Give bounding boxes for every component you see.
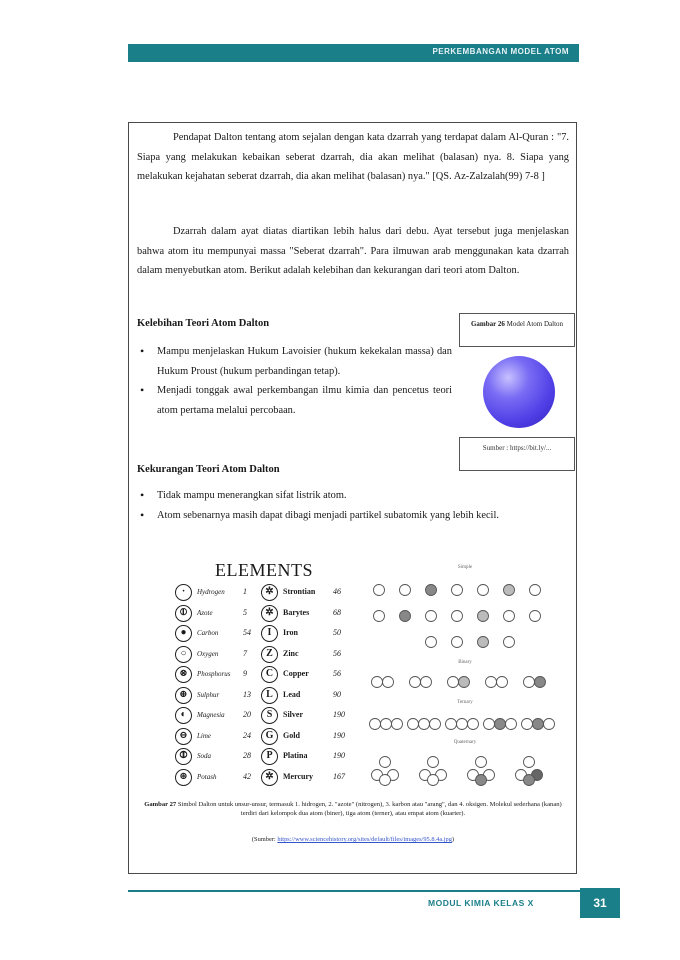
binary-atom — [497, 677, 508, 688]
ternary-atom — [457, 719, 468, 730]
ternary-atom — [392, 719, 403, 730]
element-symbol: ⊛ — [175, 769, 192, 786]
element-symbol: S — [261, 707, 278, 724]
paragraph-1-text: Pendapat Dalton tentang atom sejalan dengan kata dzarrah yang terdapat dalam Al-Quran : "7. Siapa yang melakukan kebaikan seberat dzarrah, dia akan melihat (balasan) nya. 8. Siapa yang melakukan kejahatan seberat dzarrah, dia akan melihat (balasan) nya." [QS. Az-Zalzalah(99) 7-8 ] — [137, 132, 569, 183]
kelebihan-list — [140, 342, 452, 420]
simple-atom — [530, 611, 541, 622]
paragraph-dzarrah-meaning — [137, 222, 569, 281]
element-symbol: ✲ — [261, 584, 278, 601]
element-row — [175, 769, 355, 787]
element-symbol: ◐ — [175, 707, 192, 724]
element-name: Carbon — [197, 629, 219, 637]
element-row — [175, 707, 355, 725]
figure-26-number: Gambar 26 — [470, 320, 505, 328]
element-weight: 7 — [243, 648, 247, 658]
element-weight: 1 — [243, 587, 247, 596]
list-item: • Atom sebenarnya masih dapat dibagi menjadi partikel subatomik yang lebih kecil. — [140, 506, 570, 526]
element-symbol: · — [175, 584, 192, 601]
kekurangan-heading: Kekurangan Teori Atom Dalton — [137, 464, 280, 475]
element-weight: 190 — [333, 751, 345, 760]
element-row — [175, 584, 355, 602]
element-weight: 90 — [333, 689, 341, 699]
source-label: (Sumber: — [251, 836, 276, 843]
elements-chart-title: ELEMENTS — [215, 560, 313, 580]
element-name: Platina — [283, 751, 308, 760]
ternary-atom — [495, 719, 506, 730]
element-name: Potash — [197, 772, 217, 781]
element-weight: 13 — [243, 689, 251, 699]
element-weight: 5 — [243, 607, 247, 617]
element-name: Gold — [283, 730, 300, 740]
element-row — [175, 748, 355, 766]
element-symbol: ⊖ — [175, 728, 192, 745]
element-name: Magnesia — [197, 711, 225, 719]
element-name: Zinc — [283, 648, 299, 658]
ternary-atom — [484, 719, 495, 730]
simple-atom — [452, 585, 463, 596]
ternary-atom — [544, 719, 555, 730]
element-row — [175, 605, 355, 623]
quaternary-atom — [524, 775, 535, 786]
element-weight: 42 — [243, 771, 251, 781]
quaternary-atom — [428, 775, 439, 786]
element-row — [175, 625, 355, 643]
element-symbol: ● — [175, 625, 192, 642]
quaternary-atom — [524, 757, 535, 768]
simple-atom — [504, 611, 515, 622]
element-name: Phosphorus — [197, 670, 231, 678]
element-name: Azote — [197, 608, 213, 617]
element-symbol: ⦷ — [175, 748, 192, 765]
element-name: Lead — [283, 689, 301, 699]
quaternary-atom — [476, 757, 487, 768]
element-weight: 24 — [243, 730, 251, 740]
quaternary-atom — [380, 757, 391, 768]
element-weight: 46 — [333, 587, 341, 596]
simple-atom — [400, 585, 411, 596]
element-symbol: G — [261, 728, 278, 745]
element-weight: 167 — [333, 771, 345, 781]
binary-atom — [486, 677, 497, 688]
ternary-atom — [370, 719, 381, 730]
ternary-atom — [419, 719, 430, 730]
ternary-atom — [408, 719, 419, 730]
element-symbol: C — [261, 666, 278, 683]
element-row — [175, 728, 355, 746]
element-weight: 56 — [333, 669, 341, 678]
page-number: 31 — [580, 888, 620, 918]
simple-atom — [400, 611, 411, 622]
molecule-label-simple: Simple — [457, 565, 473, 570]
figure-27-number: Gambar 27 — [144, 801, 177, 808]
footer-line — [128, 890, 598, 892]
simple-atom — [504, 585, 515, 596]
figure-27-text: Simbol Dalton untuk unsur-unsur, termasuk 1. hidrogen, 2. "azote" (nitrogen), 3. karbon atau "arang", dan 4. oksigen. Molekul sederhana (kanan) terdiri dari kelompok dua atom (biner), tiga atom (terner), atau empat atom (kuarter). — [177, 801, 562, 817]
element-weight: 20 — [243, 710, 251, 719]
figure-26-label — [459, 313, 575, 347]
element-symbol: ✲ — [261, 605, 278, 622]
element-symbol: L — [261, 687, 278, 704]
element-name: Copper — [283, 669, 309, 678]
simple-atom — [374, 585, 385, 596]
binary-atom — [372, 677, 383, 688]
binary-atom — [524, 677, 535, 688]
element-weight: 28 — [243, 751, 251, 760]
element-name: Mercury — [283, 771, 314, 781]
molecule-label-ternary: Ternary — [457, 700, 473, 705]
paragraph-dzarrah — [137, 128, 569, 187]
binary-atom — [459, 677, 470, 688]
dalton-elements-chart — [175, 560, 355, 790]
element-symbol: ⊕ — [175, 687, 192, 704]
element-weight: 68 — [333, 607, 341, 617]
simple-atom — [426, 585, 437, 596]
element-symbol: Z — [261, 646, 278, 663]
simple-atom — [478, 637, 489, 648]
simple-atom — [374, 611, 385, 622]
figure-26-source: Sumber : https://bit.ly/... — [459, 437, 575, 471]
list-item: • Tidak mampu menerangkan sifat listrik atom. — [140, 486, 570, 506]
simple-atom — [478, 611, 489, 622]
quaternary-atom — [476, 775, 487, 786]
simple-atom — [426, 637, 437, 648]
element-symbol: ○ — [175, 646, 192, 663]
ternary-atom — [468, 719, 479, 730]
simple-atom — [504, 637, 515, 648]
list-item: • Menjadi tonggak awal perkembangan ilmu kimia dan pencetus teori atom pertama melalui percobaan. — [140, 381, 452, 420]
simple-atom — [452, 637, 463, 648]
element-name: Hydrogen — [197, 588, 225, 596]
element-name: Lime — [197, 731, 211, 740]
element-symbol: ⦶ — [175, 605, 192, 622]
ternary-atom — [446, 719, 457, 730]
ternary-atom — [533, 719, 544, 730]
simple-atom — [426, 611, 437, 622]
element-weight: 50 — [333, 628, 341, 637]
binary-atom — [448, 677, 459, 688]
dalton-molecules-diagram — [365, 562, 570, 797]
list-item: • Mampu menjelaskan Hukum Lavoisier (hukum kekekalan massa) dan Hukum Proust (hukum perbandingan tetap). — [140, 342, 452, 381]
molecule-label-quaternary: Quaternary — [453, 740, 477, 745]
figure-27-source — [137, 836, 569, 843]
quaternary-atom — [380, 775, 391, 786]
paragraph-2-text: Dzarrah dalam ayat diatas diartikan lebih halus dari debu. Ayat tersebut juga menjelaskan bahwa atom itu mempunyai massa "Seberat dzarrah". Para ilmuwan arab menggunakan kata dzarrah dalam menyebutkan atom. Berikut adalah kelebihan dan kekurangan dari teori atom Dalton. — [137, 226, 569, 277]
binary-atom — [410, 677, 421, 688]
simple-atom — [478, 585, 489, 596]
molecule-label-binary: Binary — [458, 660, 472, 665]
molecules-svg — [365, 562, 570, 797]
quaternary-atom — [428, 757, 439, 768]
simple-atom — [452, 611, 463, 622]
header-title: PERKEMBANGAN MODEL ATOM — [432, 47, 569, 56]
element-weight: 56 — [333, 648, 341, 658]
element-row — [175, 666, 355, 684]
element-row — [175, 646, 355, 664]
element-symbol: ✲ — [261, 769, 278, 786]
ternary-atom — [506, 719, 517, 730]
element-name: Strontian — [283, 587, 316, 596]
ternary-atom — [522, 719, 533, 730]
dalton-atom-sphere — [483, 356, 555, 428]
element-symbol: I — [261, 625, 278, 642]
source-end: ) — [451, 836, 455, 843]
binary-atom — [421, 677, 432, 688]
simple-atom — [530, 585, 541, 596]
element-weight: 190 — [333, 710, 345, 719]
figure-27-caption — [137, 800, 569, 818]
element-name: Soda — [197, 752, 211, 760]
element-symbol: ⊗ — [175, 666, 192, 683]
kelebihan-heading: Kelebihan Teori Atom Dalton — [137, 318, 270, 329]
ternary-atom — [430, 719, 441, 730]
element-name: Sulphur — [197, 690, 220, 699]
element-name: Silver — [283, 710, 303, 719]
element-name: Barytes — [283, 607, 310, 617]
footer-module-title: MODUL KIMIA KELAS X — [428, 898, 534, 908]
element-name: Iron — [283, 628, 298, 637]
header-bar — [128, 44, 579, 62]
binary-atom — [535, 677, 546, 688]
binary-atom — [383, 677, 394, 688]
figure-26-title: Model Atom Dalton — [506, 320, 564, 328]
element-weight: 9 — [243, 669, 247, 678]
element-symbol: P — [261, 748, 278, 765]
kekurangan-list — [140, 486, 570, 525]
element-row — [175, 687, 355, 705]
element-weight: 54 — [243, 628, 251, 637]
element-weight: 190 — [333, 730, 345, 740]
element-name: Oxygen — [197, 649, 219, 658]
source-link[interactable]: https://www.sciencehistory.org/sites/default/files/images/95.8.4a.jpg — [277, 836, 452, 843]
ternary-atom — [381, 719, 392, 730]
